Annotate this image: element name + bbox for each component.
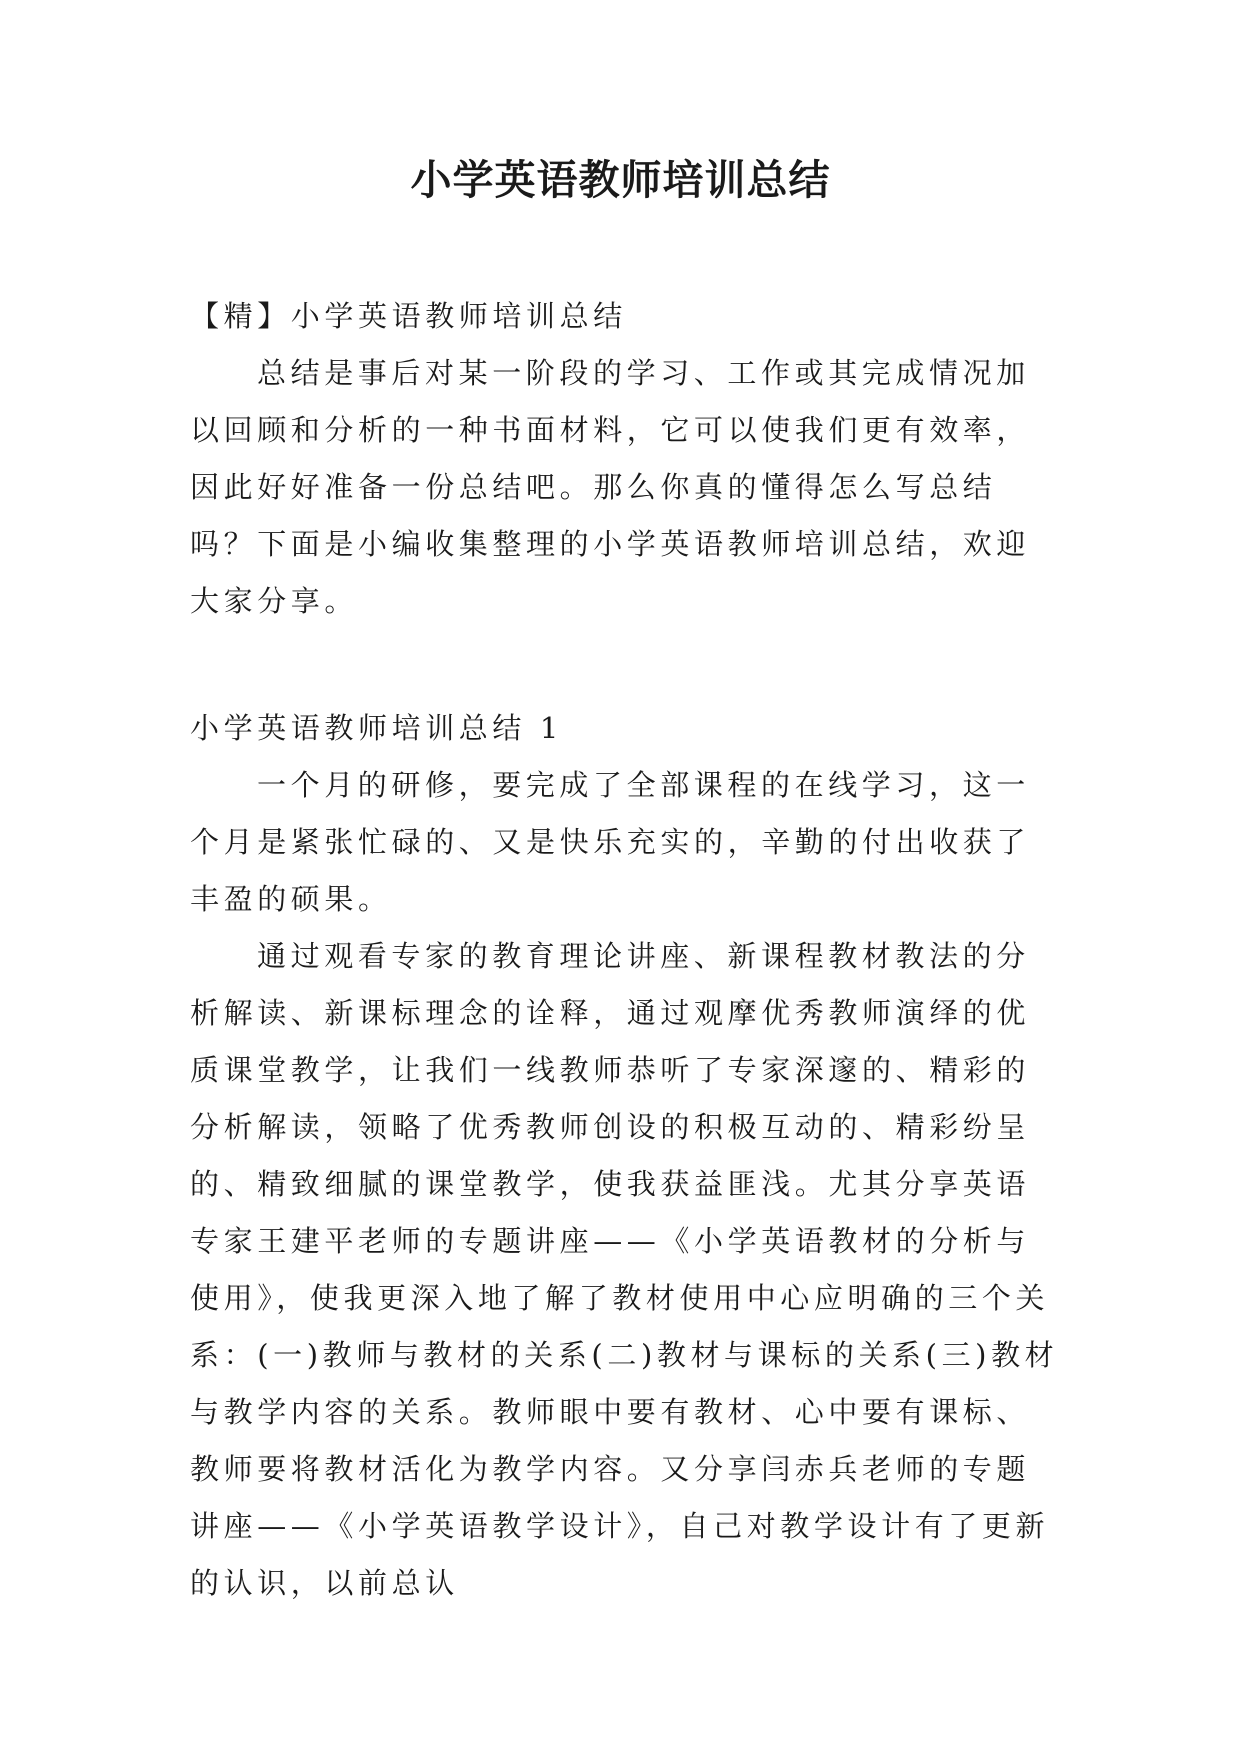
section-heading: 小学英语教师培训总结 1 bbox=[190, 711, 563, 745]
document-title: 小学英语教师培训总结 bbox=[410, 156, 831, 204]
body-paragraph: 通过观看专家的教育理论讲座、新课程教材教法的分析解读、新课标理念的诠释，通过观摩优秀教师演绎的优质课堂教学，让我们一线教师恭听了专家深邃的、精彩的分析解读，领略了优秀教师创设的积极互动的、精彩纷呈的、精致细腻的课堂教学，使我获益匪浅。尤其分享英语专家王建平老师的专题讲座——《小学英语教材的分析与使用》，使我更深入地了解了教材使用中心应明确的三个关系：(一)教师与教材的关系(二)教材与课标的关系(三)教材与教学内容的关系。教师眼中要有教材、心中要有课标、教师要将教材活化为教学内容。又分享闫赤兵老师的专题讲座——《小学英语教学设计》，自己对教学设计有了更新的认识，以前总认 bbox=[190, 939, 1059, 1600]
intro-paragraph: 总结是事后对某一阶段的学习、工作或其完成情况加以回顾和分析的一种书面材料，它可以使我们更有效率，因此好好准备一份总结吧。那么你真的懂得怎么写总结吗？下面是小编收集整理的小学英语教师培训总结，欢迎大家分享。 bbox=[190, 356, 1031, 618]
body-paragraph: 一个月的研修，要完成了全部课程的在线学习，这一个月是紧张忙碌的、又是快乐充实的，辛勤的付出收获了丰盈的硕果。 bbox=[190, 768, 1031, 916]
document-subtitle: 【精】小学英语教师培训总结 bbox=[190, 299, 627, 333]
